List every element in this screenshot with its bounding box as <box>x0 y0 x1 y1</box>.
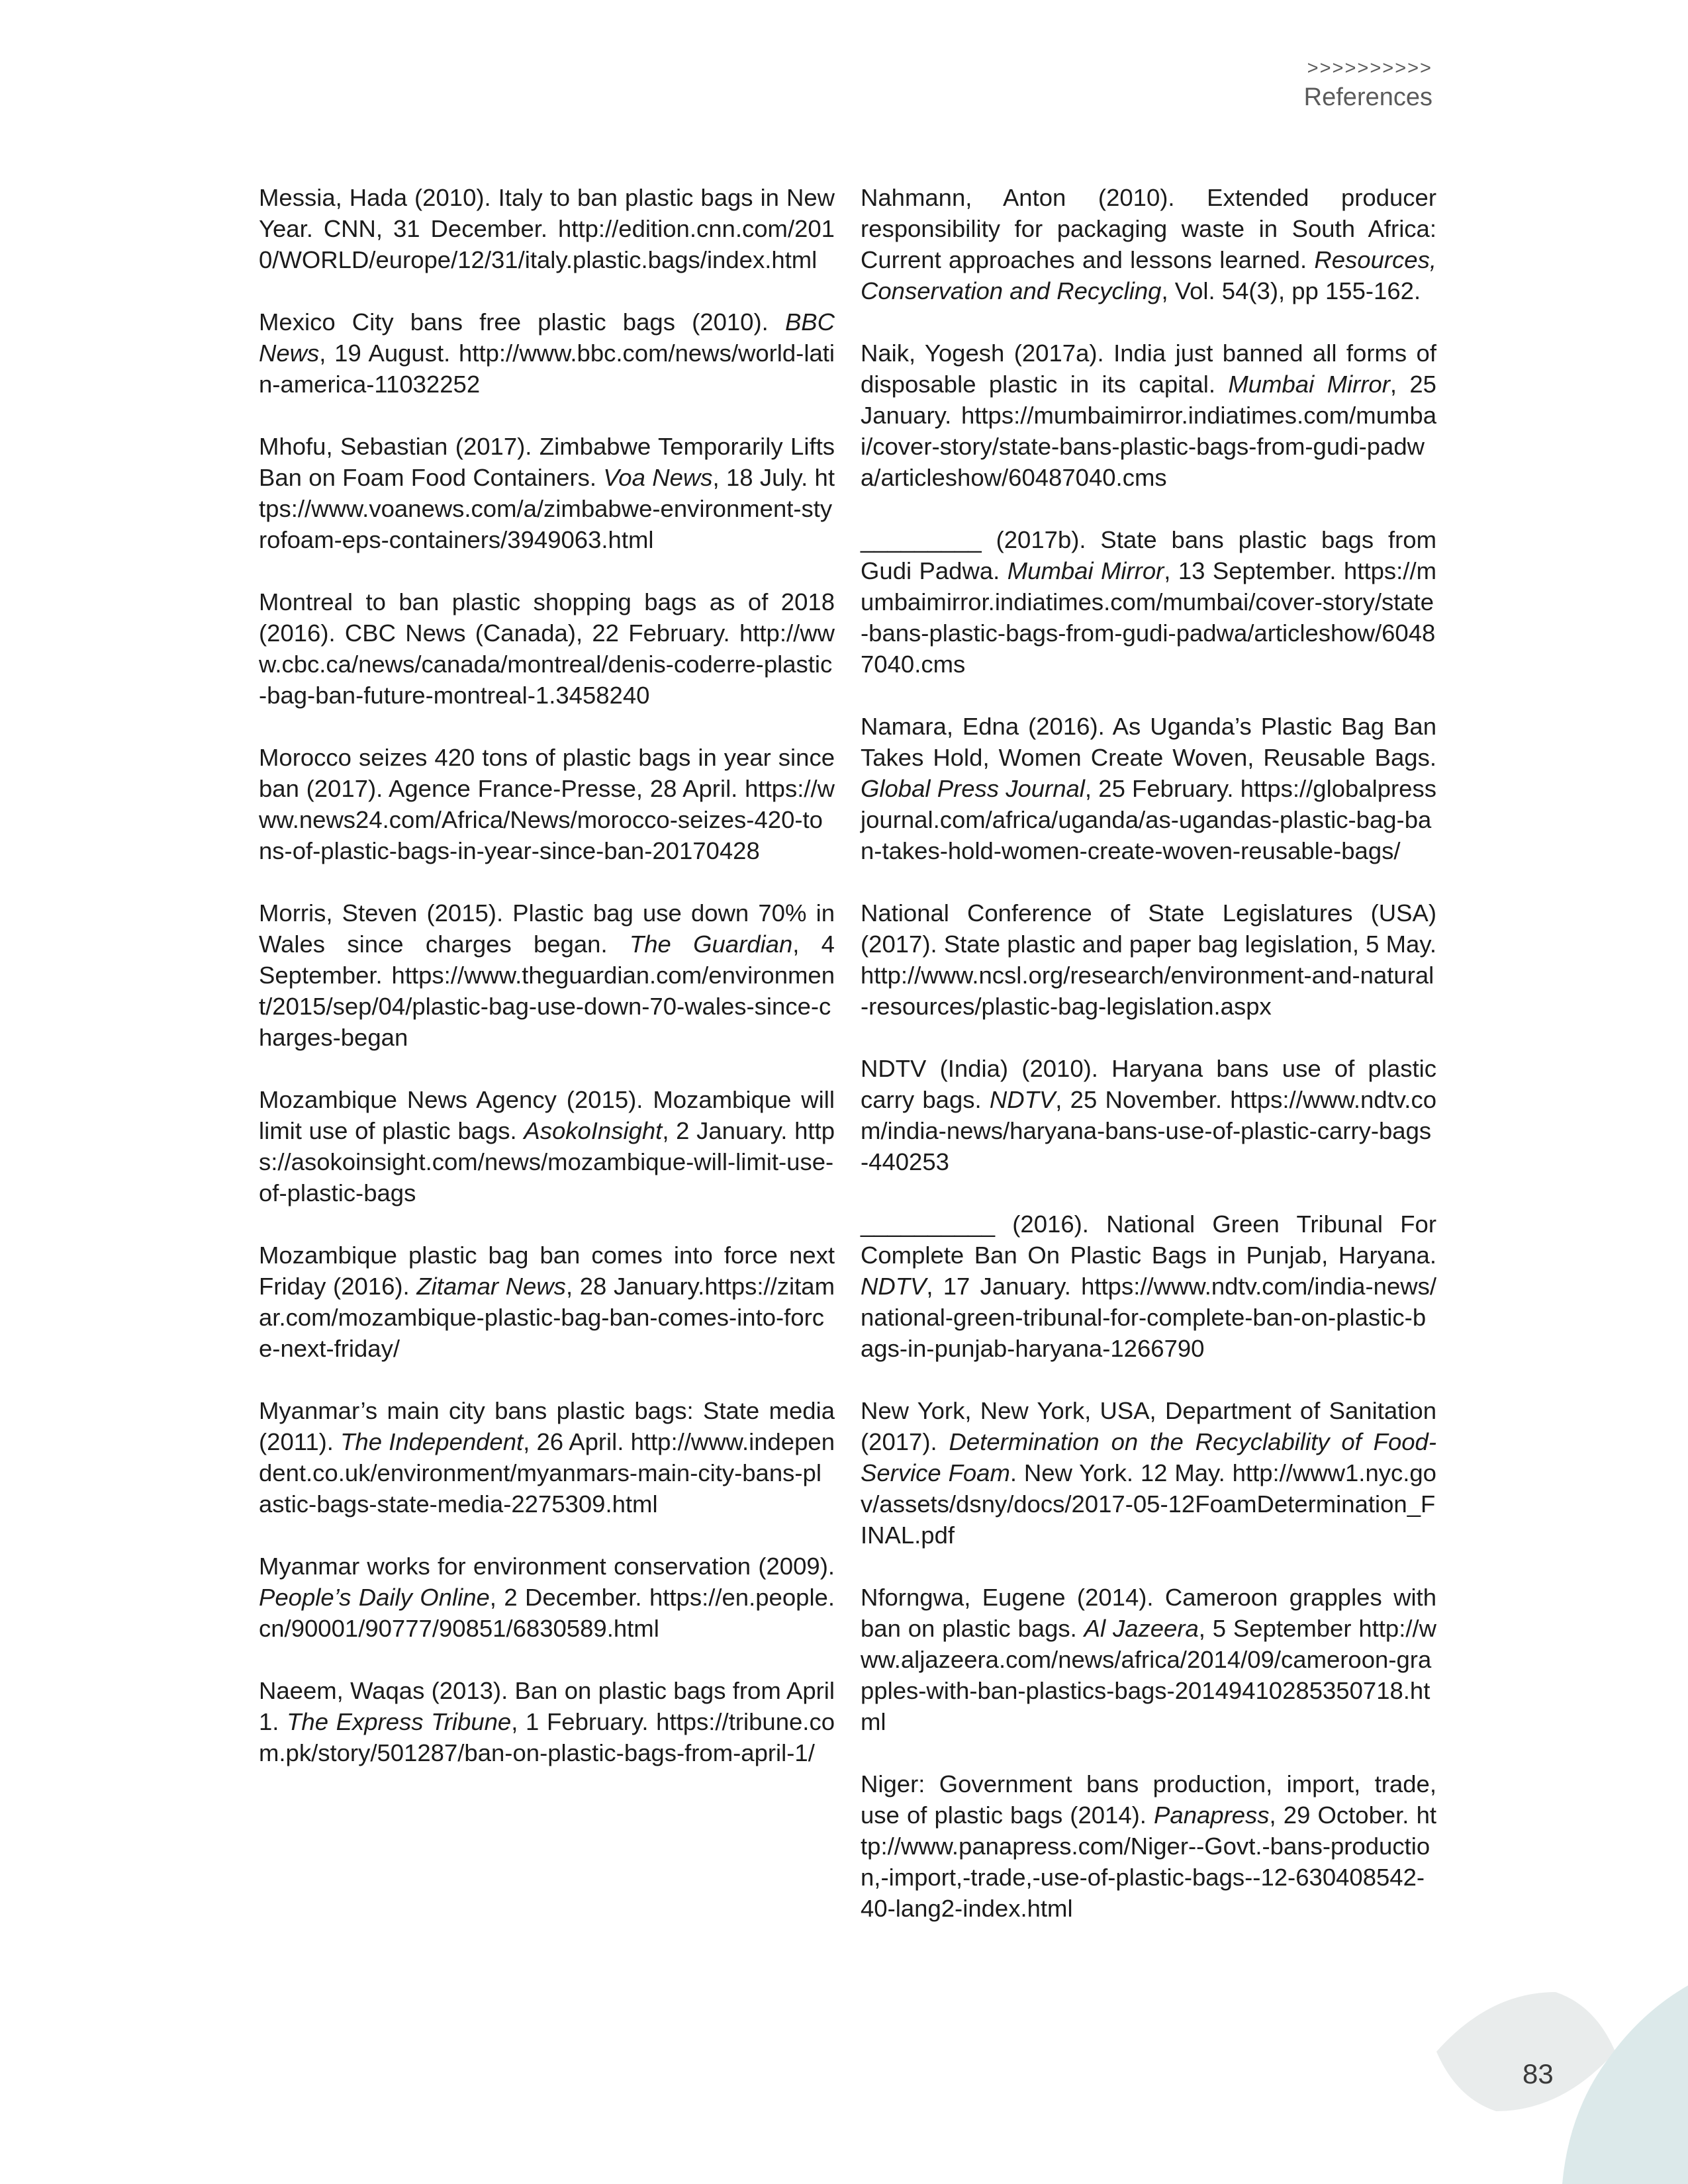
reference-entry: Morocco seizes 420 tons of plastic bags in year since ban (2017). Agence France-Presse, 28 April. https://www.news24.com/Africa/News/morocco-seizes-420-tons-of-plastic-bags-in-year-since-ban-20170428 <box>259 744 835 864</box>
reference-url[interactable]: http://www1.nyc.gov/assets/dsny/docs/2017-05-12FoamDetermination_FINAL.pdf <box>861 1459 1436 1549</box>
reference-entry: Mhofu, Sebastian (2017). Zimbabwe Temporarily Lifts Ban on Foam Food Containers. Voa News, 18 July. https://www.voanews.com/a/zimbabwe-environment-styrofoam-eps-containers/3949063.html <box>259 433 835 553</box>
reference-entry: Messia, Hada (2010). Italy to ban plastic bags in New Year. CNN, 31 December. http://edition.cnn.com/2010/WORLD/europe/12/31/italy.plastic.bags/index.html <box>259 184 835 273</box>
reference-entry: Niger: Government bans production, import, trade, use of plastic bags (2014). Panapress, 29 October. http://www.panapress.com/Niger--Govt.-bans-production,-import,-trade,-use-of-plastic-bags--12-630408542-40-lang2-index.html <box>861 1770 1437 1922</box>
reference-entry: NDTV (India) (2010). Haryana bans use of plastic carry bags. NDTV, 25 November. https://www.ndtv.com/india-news/haryana-bans-use-of-plastic-carry-bags-440253 <box>861 1055 1436 1175</box>
reference-entry: Nahmann, Anton (2010). Extended producer responsibility for packaging waste in South Africa: Current approaches and lessons learned. Resources, Conservation and Recycling, Vol. 54(3), pp 155-162. <box>861 184 1436 304</box>
reference-entry: Myanmar works for environment conservation (2009). People’s Daily Online, 2 December. https://en.people.cn/90001/90777/90851/6830589.html <box>259 1553 835 1642</box>
header-arrows: >>>>>>>>>> <box>1307 58 1432 79</box>
reference-entry: Myanmar’s main city bans plastic bags: State media (2011). The Independent, 26 April. http://www.independent.co.uk/environment/myanmars-main-city-bans-plastic-bags-state-media-2275309.html <box>259 1397 835 1518</box>
reference-entry: Montreal to ban plastic shopping bags as of 2018 (2016). CBC News (Canada), 22 February. http://www.cbc.ca/news/canada/montreal/denis-coderre-plastic-bag-ban-future-montreal-1.3458240 <box>259 588 835 709</box>
reference-url[interactable]: http://www.cbc.ca/news/canada/montreal/denis-coderre-plastic-bag-ban-future-montreal-1.3458240 <box>259 619 835 709</box>
reference-entry: Mozambique News Agency (2015). Mozambique will limit use of plastic bags. AsokoInsight, 2 January. https://asokoinsight.com/news/mozambique-will-limit-use-of-plastic-bags <box>259 1086 835 1206</box>
reference-url[interactable]: https://globalpressjournal.com/africa/uganda/as-ugandas-plastic-bag-ban-takes-hold-women-create-woven-reusable-bags/ <box>861 775 1436 864</box>
reference-url[interactable]: http://www.panapress.com/Niger--Govt.-bans-production,-import,-trade,-use-of-plastic-bags--12-630408542-40-lang2-index.html <box>861 1801 1437 1922</box>
reference-url[interactable]: http://www.independent.co.uk/environment/myanmars-main-city-bans-plastic-bags-state-media-2275309.html <box>259 1428 835 1518</box>
reference-url[interactable]: https://zitamar.com/mozambique-plastic-bag-ban-comes-into-force-next-friday/ <box>259 1273 835 1362</box>
reference-url[interactable]: https://www.ndtv.com/india-news/haryana-bans-use-of-plastic-carry-bags-440253 <box>861 1086 1436 1175</box>
references-left-column <box>259 182 835 1799</box>
page-number: 83 <box>1523 2058 1554 2089</box>
reference-entry: National Conference of State Legislatures (USA) (2017). State plastic and paper bag legislation, 5 May. http://www.ncsl.org/research/environment-and-natural-resources/plastic-bag-legislation.aspx <box>861 899 1436 1020</box>
reference-entry: __________ (2016). National Green Tribunal For Complete Ban On Plastic Bags in Punjab, Haryana. NDTV, 17 January. https://www.ndtv.com/india-news/national-green-tribunal-for-complete-ban-on-plastic-bags-in-punjab-haryana-1266790 <box>861 1210 1436 1362</box>
reference-url[interactable]: https://asokoinsight.com/news/mozambique-will-limit-use-of-plastic-bags <box>259 1117 835 1206</box>
reference-url[interactable]: http://www.aljazeera.com/news/africa/2014/09/cameroon-grapples-with-ban-plastics-bags-20149410285350718.html <box>861 1615 1436 1735</box>
reference-url[interactable]: https://tribune.com.pk/story/501287/ban-on-plastic-bags-from-april-1/ <box>259 1708 835 1766</box>
reference-entry: Mexico City bans free plastic bags (2010). BBC News, 19 August. http://www.bbc.com/news/world-latin-america-11032252 <box>259 308 835 398</box>
section-title: References <box>1303 83 1432 111</box>
references-right-column <box>861 182 1436 1955</box>
reference-url[interactable]: https://mumbaimirror.indiatimes.com/mumbai/cover-story/state-bans-plastic-bags-from-gudi-padwa/articleshow/60487040.cms <box>861 557 1436 678</box>
reference-url[interactable]: https://www.theguardian.com/environment/2015/sep/04/plastic-bag-use-down-70-wales-since-charges-began <box>259 962 835 1051</box>
reference-entry: Nforngwa, Eugene (2014). Cameroon grapples with ban on plastic bags. Al Jazeera, 5 September http://www.aljazeera.com/news/africa/2014/09/cameroon-grapples-with-ban-plastics-bags-20149410285350718.html <box>861 1584 1436 1735</box>
reference-url[interactable]: https://www.ndtv.com/india-news/national-green-tribunal-for-complete-ban-on-plastic-bags-in-punjab-haryana-1266790 <box>861 1273 1436 1362</box>
reference-url[interactable]: https://www.voanews.com/a/zimbabwe-environment-styrofoam-eps-containers/3949063.html <box>259 464 835 553</box>
reference-entry: Morris, Steven (2015). Plastic bag use down 70% in Wales since charges began. The Guardian, 4 September. https://www.theguardian.com/environment/2015/sep/04/plastic-bag-use-down-70-wales-since-charges-began <box>259 899 835 1051</box>
reference-entry: New York, New York, USA, Department of Sanitation (2017). Determination on the Recyclability of Food-Service Foam. New York. 12 May. http://www1.nyc.gov/assets/dsny/docs/2017-05-12FoamDetermination_FINAL.pdf <box>861 1397 1436 1549</box>
reference-url[interactable]: http://www.bbc.com/news/world-latin-america-11032252 <box>259 340 835 398</box>
reference-url[interactable]: http://edition.cnn.com/2010/WORLD/europe/12/31/italy.plastic.bags/index.html <box>259 215 835 273</box>
running-header <box>1304 56 1432 114</box>
reference-url[interactable]: https://en.people.cn/90001/90777/90851/6830589.html <box>259 1584 835 1642</box>
reference-entry: Namara, Edna (2016). As Uganda’s Plastic Bag Ban Takes Hold, Women Create Woven, Reusable Bags. Global Press Journal, 25 February. https://globalpressjournal.com/africa/uganda/as-ugandas-plastic-bag-ban-takes-hold-women-create-woven-reusable-bags/ <box>861 713 1436 864</box>
reference-entry: Naeem, Waqas (2013). Ban on plastic bags from April 1. The Express Tribune, 1 February. https://tribune.com.pk/story/501287/ban-on-plastic-bags-from-april-1/ <box>259 1677 835 1766</box>
reference-url[interactable]: http://www.ncsl.org/research/environment-and-natural-resources/plastic-bag-legislation.aspx <box>861 962 1434 1020</box>
reference-entry: _________ (2017b). State bans plastic bags from Gudi Padwa. Mumbai Mirror, 13 September. https://mumbaimirror.indiatimes.com/mumbai/cover-story/state-bans-plastic-bags-from-gudi-padwa/articleshow/60487040.cms <box>861 526 1436 678</box>
reference-url[interactable]: https://www.news24.com/Africa/News/morocco-seizes-420-tons-of-plastic-bags-in-year-since-ban-20170428 <box>259 775 835 864</box>
reference-entry: Mozambique plastic bag ban comes into force next Friday (2016). Zitamar News, 28 January.https://zitamar.com/mozambique-plastic-bag-ban-comes-into-force-next-friday/ <box>259 1242 835 1362</box>
reference-entry: Naik, Yogesh (2017a). India just banned all forms of disposable plastic in its capital. Mumbai Mirror, 25 January. https://mumbaimirror.indiatimes.com/mumbai/cover-story/state-bans-plastic-bags-from-gudi-padwa/articleshow/60487040.cms <box>861 340 1436 491</box>
reference-url[interactable]: https://mumbaimirror.indiatimes.com/mumbai/cover-story/state-bans-plastic-bags-from-gudi-padwa/articleshow/60487040.cms <box>861 402 1436 491</box>
